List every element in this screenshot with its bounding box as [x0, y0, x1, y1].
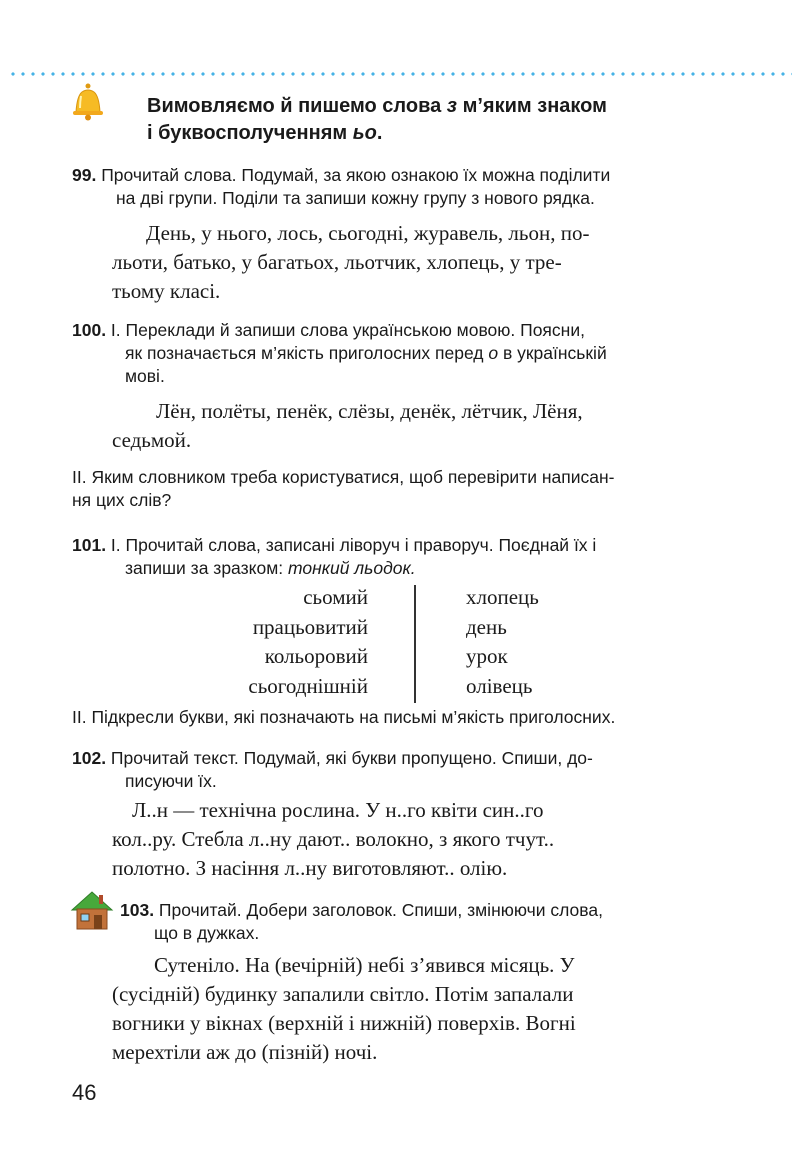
exercise-line: кол..ру. Стебла л..ну дают.. волокно, з якого тчут.. [112, 827, 555, 851]
exercise-line: льоти, батько, у багатьох, льотчик, хлопець, у тре- [112, 250, 562, 274]
instruction-text: ІІ. Підкресли букви, які позначають на письмі м’якість приголосних. [72, 707, 616, 727]
word-columns [170, 583, 590, 703]
task-100-instructions [72, 319, 742, 388]
exercise-line: седьмой. [112, 428, 192, 452]
left-word: кольоровий [264, 644, 368, 668]
instruction-text: І. Прочитай слова, записані ліворуч і праворуч. Поєднай їх і [106, 535, 597, 555]
instruction-text: на дві групи. Поділи та запиши кожну групу з нового рядка. [116, 188, 595, 208]
page-number: 46 [72, 1080, 97, 1105]
exercise-line: Л..н — технічна рослина. У н..го квіти син..го [132, 798, 544, 822]
house-icon [70, 888, 114, 932]
right-word: урок [466, 644, 508, 668]
left-word: сьогоднішній [248, 673, 368, 698]
task-number: 102. [72, 748, 107, 768]
heading-text: і буквосполученням [147, 122, 353, 144]
left-column [170, 583, 368, 701]
instruction-text: мові. [125, 366, 165, 386]
task-101-instructions [72, 534, 742, 580]
instruction-text: в українській [498, 343, 607, 363]
instruction-italic: о [488, 343, 499, 363]
right-column [466, 583, 626, 701]
task-number: 99. [72, 165, 97, 185]
bell-icon [68, 82, 108, 122]
task-100-part2 [72, 466, 742, 512]
task-99-instructions [72, 164, 742, 210]
task-102-text [112, 796, 752, 883]
task-103-text [112, 951, 757, 1067]
task-103-instructions [120, 899, 760, 945]
task-100-words [112, 397, 742, 455]
exercise-line: вогники у вікнах (верхній і нижній) поверхів. Вогні [112, 1011, 576, 1035]
example-italic: тонкий льодок. [287, 558, 416, 578]
heading-text: . [376, 122, 383, 144]
instruction-text: ня цих слів? [72, 490, 172, 510]
exercise-line: Лён, полёты, пенёк, слёзы, денёк, лётчик, Лёня, [156, 399, 583, 423]
column-divider [414, 585, 416, 703]
exercise-line: Сутеніло. На (вечірній) небі з’явився місяць. У [154, 953, 575, 977]
instruction-text: І. Переклади й запиши слова українською мовою. Поясни, [106, 320, 585, 340]
heading-text: Вимовляємо й пишемо слова [147, 95, 447, 117]
section-heading [147, 93, 767, 147]
right-word: день [466, 614, 507, 639]
heading-text: м’яким знаком [457, 95, 607, 117]
task-99-words [112, 219, 742, 306]
task-number: 103. [120, 900, 155, 920]
left-word: сьомий [303, 585, 368, 609]
exercise-line: (сусідній) будинку запалили світло. Потім запалали [112, 982, 574, 1006]
left-word: працьовитий [252, 614, 368, 639]
instruction-text: Прочитай. Добери заголовок. Спиши, змінюючи слова, [154, 900, 603, 920]
task-101-part2 [72, 706, 772, 729]
exercise-line: мерехтіли аж до (пізній) ночі. [112, 1040, 378, 1064]
exercise-line: тьому класі. [112, 279, 221, 303]
task-102-instructions [72, 747, 742, 793]
instruction-text: що в дужках. [154, 923, 260, 943]
instruction-text: Прочитай слова. Подумай, за якою ознакою їх можна поділити [96, 165, 611, 185]
exercise-line: полотно. З насіння л..ну виготовляют.. олію. [112, 856, 508, 880]
right-word: хлопець [466, 585, 539, 609]
right-word: олівець [466, 673, 533, 698]
instruction-text: як позначається м’якість приголосних перед [125, 343, 489, 363]
heading-italic: ьо [352, 122, 377, 144]
dotted-divider [8, 72, 792, 76]
instruction-text: Прочитай текст. Подумай, які букви пропущено. Спиши, до- [106, 748, 593, 768]
task-number: 101. [72, 535, 107, 555]
task-number: 100. [72, 320, 107, 340]
instruction-text: ІІ. Яким словником треба користуватися, щоб перевірити написан- [72, 467, 615, 487]
instruction-text: писуючи їх. [125, 771, 217, 791]
exercise-line: День, у нього, лось, сьогодні, журавель, льон, по- [146, 221, 590, 245]
instruction-text: запиши за зразком: [125, 558, 288, 578]
heading-italic: з [446, 95, 458, 117]
